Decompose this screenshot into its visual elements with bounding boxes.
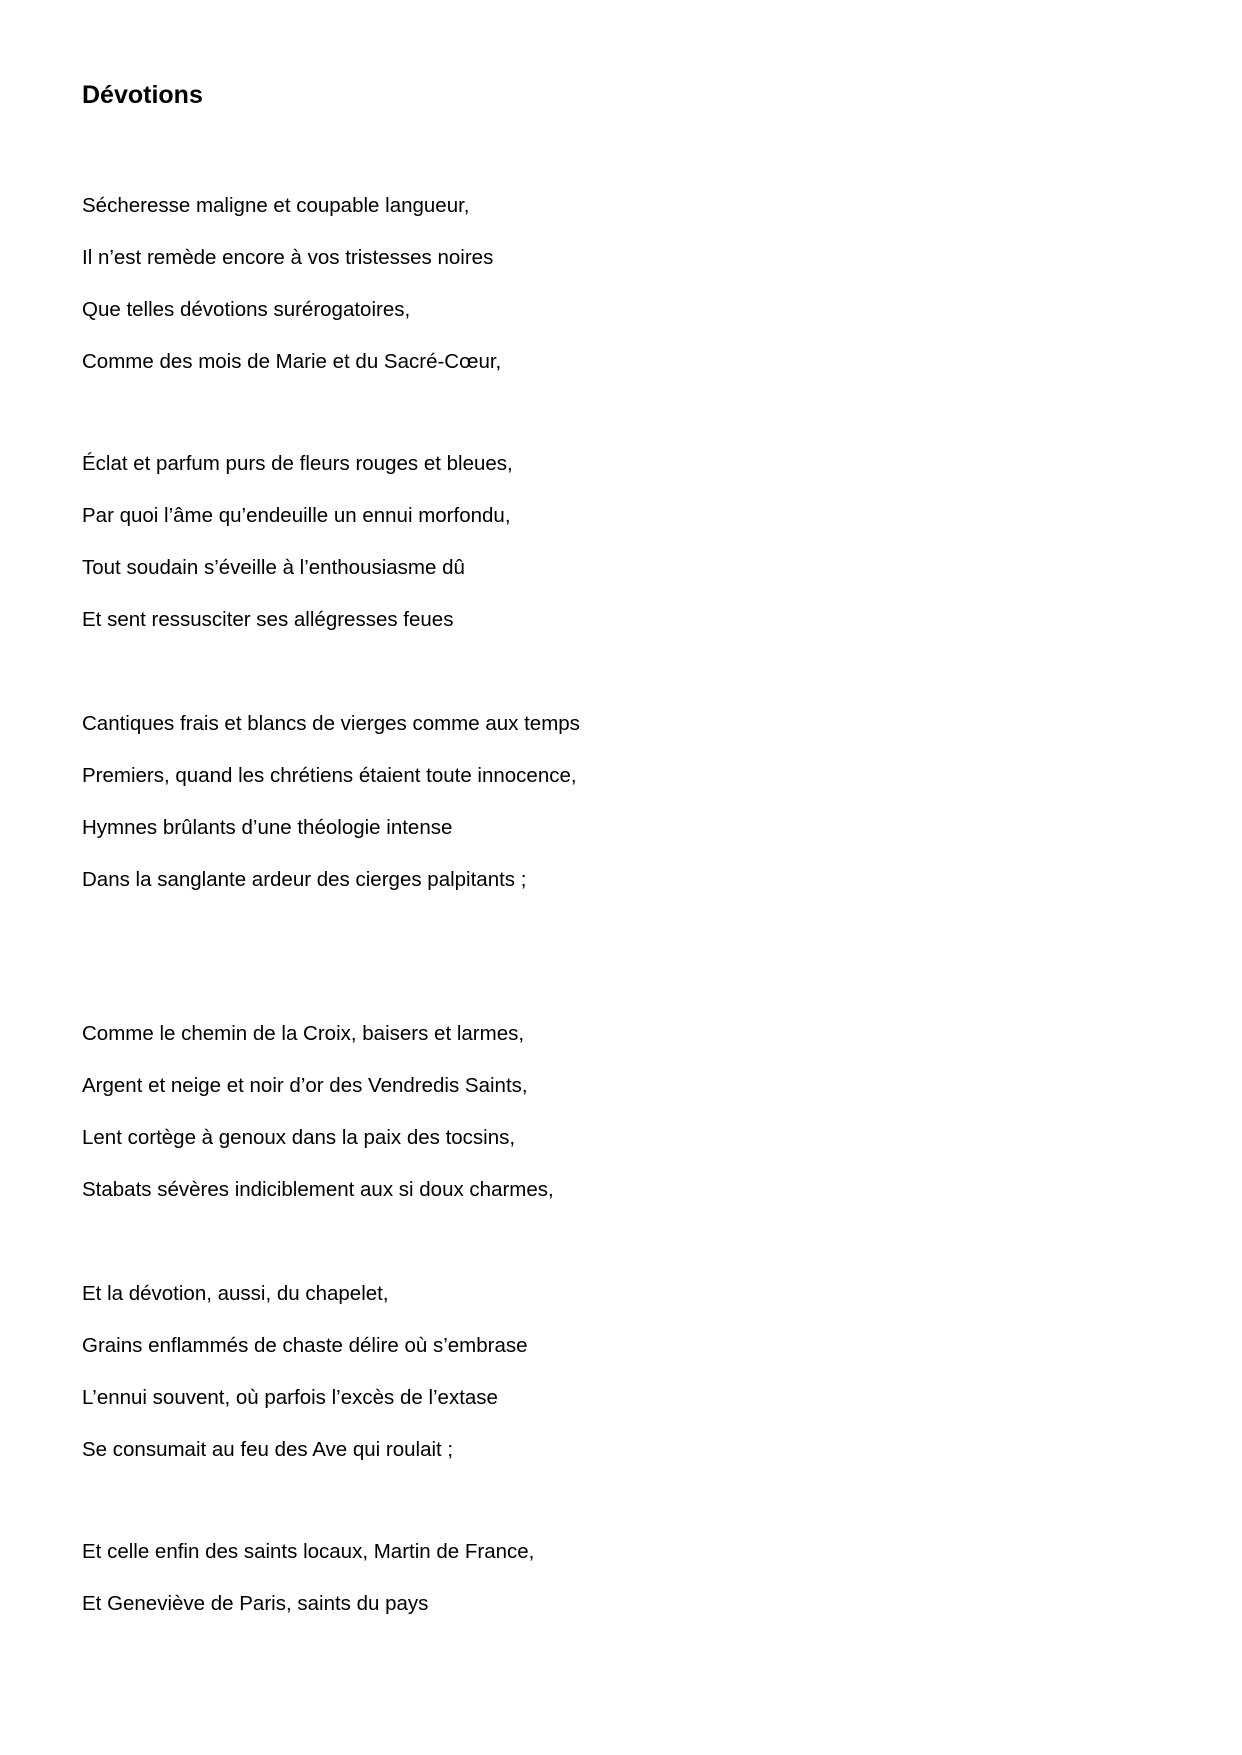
poem-line: Hymnes brûlants d’une théologie intense — [82, 816, 453, 839]
poem-line: Et Geneviève de Paris, saints du pays — [82, 1592, 429, 1615]
poem-line: Argent et neige et noir d’or des Vendredis Saints, — [82, 1074, 528, 1097]
poem-line: L’ennui souvent, où parfois l’excès de l’extase — [82, 1386, 498, 1409]
poem-line: Éclat et parfum purs de fleurs rouges et bleues, — [82, 452, 513, 475]
poem-line: Comme des mois de Marie et du Sacré-Cœur, — [82, 350, 502, 373]
poem-line: Et celle enfin des saints locaux, Martin de France, — [82, 1540, 535, 1563]
poem-line: Lent cortège à genoux dans la paix des tocsins, — [82, 1126, 516, 1149]
poem-line: Et sent ressusciter ses allégresses feues — [82, 608, 454, 631]
poem-line: Sécheresse maligne et coupable langueur, — [82, 194, 470, 217]
poem-title: Dévotions — [82, 81, 203, 109]
poem-line: Comme le chemin de la Croix, baisers et larmes, — [82, 1022, 525, 1045]
poem-line: Se consumait au feu des Ave qui roulait ; — [82, 1438, 454, 1461]
poem-line: Et la dévotion, aussi, du chapelet, — [82, 1282, 389, 1305]
poem-line: Que telles dévotions surérogatoires, — [82, 298, 411, 321]
poem-line: Grains enflammés de chaste délire où s’embrase — [82, 1334, 528, 1357]
poem-line: Par quoi l’âme qu’endeuille un ennui morfondu, — [82, 504, 511, 527]
poem-line: Il n’est remède encore à vos tristesses noires — [82, 246, 494, 269]
poem-line: Premiers, quand les chrétiens étaient toute innocence, — [82, 764, 577, 787]
poem-line: Tout soudain s’éveille à l’enthousiasme dû — [82, 556, 465, 579]
poem-line: Stabats sévères indiciblement aux si doux charmes, — [82, 1178, 554, 1201]
poem-line: Cantiques frais et blancs de vierges comme aux temps — [82, 712, 580, 735]
poem-line: Dans la sanglante ardeur des cierges palpitants ; — [82, 868, 527, 891]
